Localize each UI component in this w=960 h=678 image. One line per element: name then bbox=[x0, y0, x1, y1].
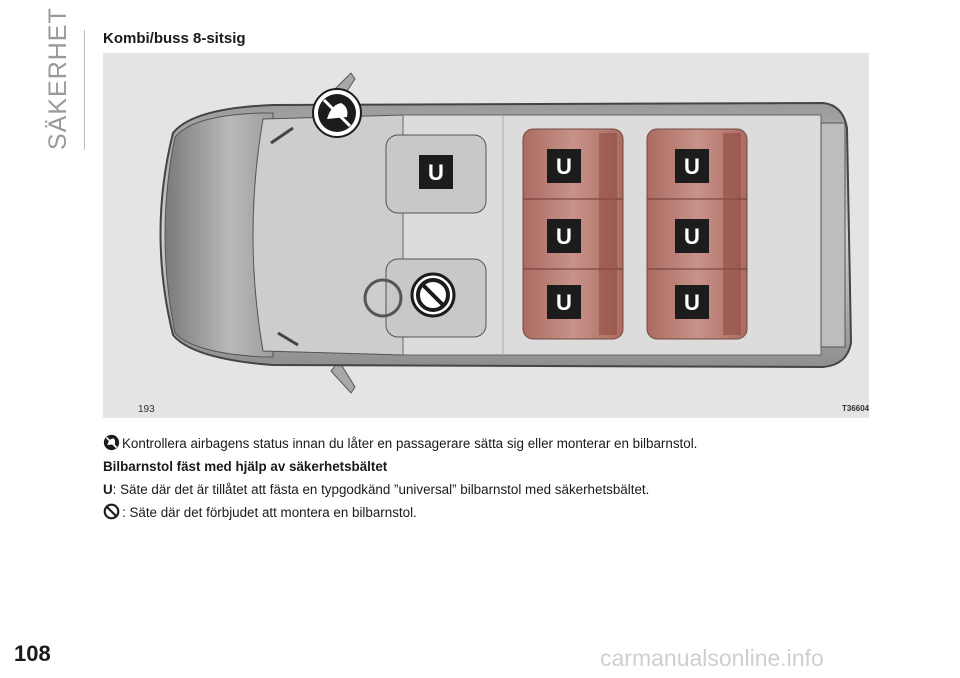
u-badge bbox=[419, 155, 453, 189]
airbag-note: Kontrollera airbagens status innan du låter en passagerare sätta sig eller monterar en bilbarnstol. bbox=[122, 436, 698, 451]
subheading: Bilbarnstol fäst med hjälp av säkerhetsbältet bbox=[103, 459, 388, 474]
u-symbol: U bbox=[103, 482, 113, 497]
figure-code: T36604 bbox=[842, 404, 870, 413]
page-number: 108 bbox=[14, 641, 51, 666]
u-badge bbox=[547, 285, 581, 319]
svg-text:U: U bbox=[684, 290, 700, 315]
section-side-title bbox=[40, 7, 84, 152]
prohibited-description: : Säte där det förbjudet att montera en bilbarnstol. bbox=[122, 505, 417, 520]
u-badge bbox=[675, 219, 709, 253]
u-legend bbox=[103, 478, 903, 501]
svg-text:U: U bbox=[684, 154, 700, 179]
u-badge bbox=[675, 285, 709, 319]
prohibited-legend bbox=[103, 501, 903, 524]
svg-text:U: U bbox=[556, 290, 572, 315]
airbag-child-seat-warning-icon bbox=[313, 89, 361, 137]
figure-number: 193 bbox=[138, 404, 155, 415]
explanation-text bbox=[103, 432, 903, 524]
u-badge bbox=[547, 149, 581, 183]
svg-text:U: U bbox=[684, 224, 700, 249]
u-description: : Säte där det är tillåtet att fästa en typgodkänd ”universal” bilbarnstol med säkerhetsbältet. bbox=[112, 482, 650, 497]
prohibited-icon bbox=[103, 503, 120, 520]
van-top-view bbox=[103, 53, 869, 418]
section-heading: Kombi/buss 8-sitsig bbox=[103, 30, 246, 47]
section-label: SÄKERHET bbox=[44, 7, 72, 150]
u-badge bbox=[675, 149, 709, 183]
svg-text:U: U bbox=[428, 160, 444, 185]
u-badge bbox=[547, 219, 581, 253]
prohibited-icon bbox=[412, 274, 454, 316]
svg-text:U: U bbox=[556, 154, 572, 179]
vehicle-seat-diagram bbox=[103, 53, 869, 418]
watermark: carmanualsonline.info bbox=[600, 645, 824, 671]
svg-text:U: U bbox=[556, 224, 572, 249]
side-divider bbox=[84, 30, 85, 150]
airbag-child-seat-warning-icon bbox=[103, 434, 120, 451]
airbag-note-paragraph bbox=[103, 432, 903, 455]
